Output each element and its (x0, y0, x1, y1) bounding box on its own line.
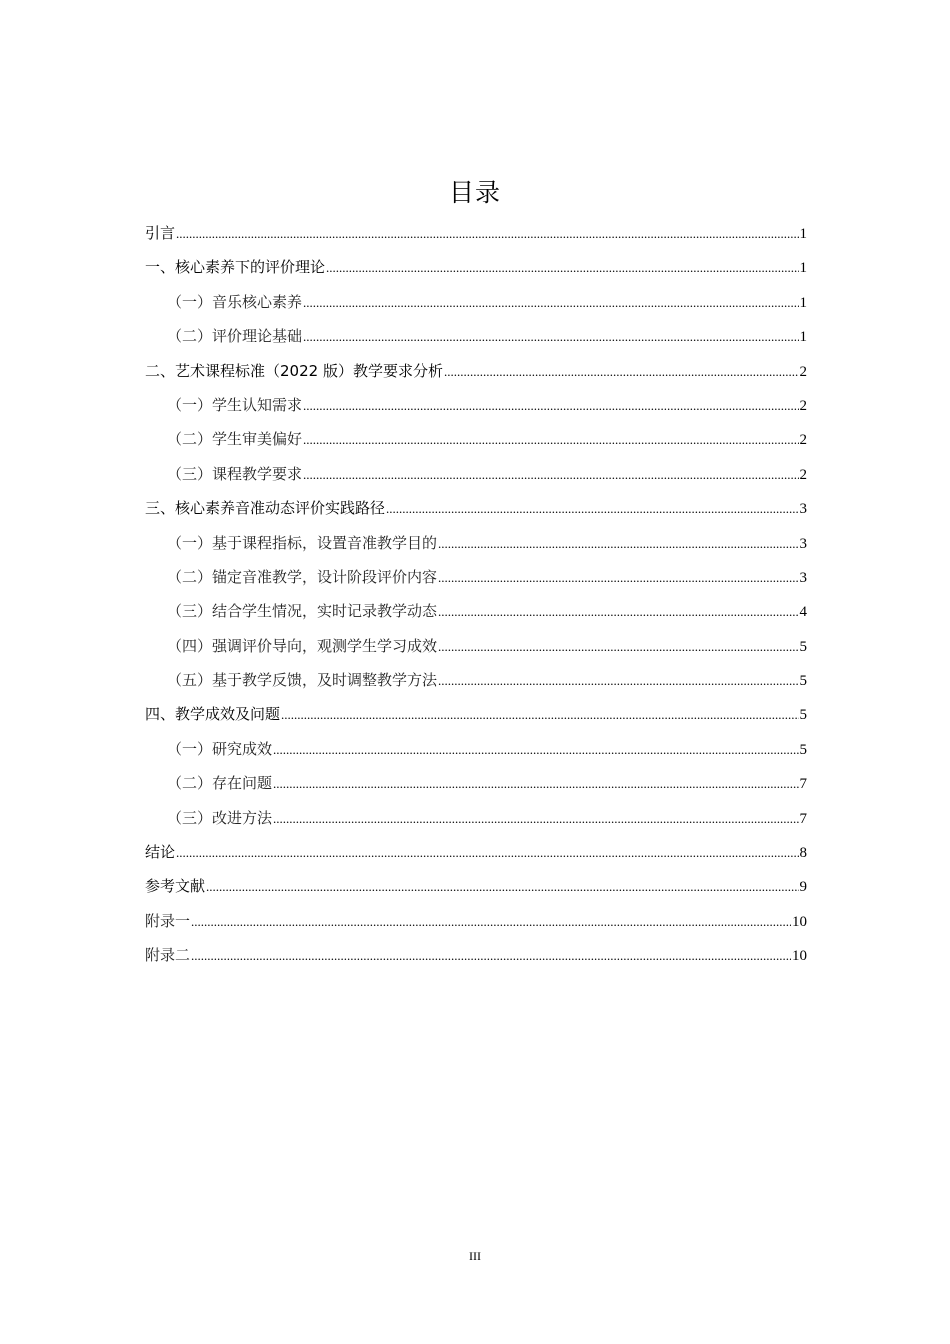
dot-leader (303, 423, 798, 457)
toc-entry[interactable] (145, 732, 807, 766)
toc-entry[interactable] (145, 354, 807, 388)
toc-entry-title: （二）锚定音准教学，设计阶段评价内容 (167, 567, 438, 586)
toc-entry[interactable] (145, 697, 807, 731)
toc-entry-page: 3 (799, 535, 807, 552)
toc-entry-title: （一）基于课程指标，设置音准教学目的 (167, 533, 438, 552)
dot-leader (326, 251, 798, 285)
toc-entry-page: 1 (799, 260, 807, 277)
toc-entry[interactable] (145, 663, 807, 697)
toc-entry-title: 参考文献 (145, 877, 206, 896)
toc-entry[interactable] (145, 560, 807, 594)
toc-entry-page: 2 (799, 466, 807, 483)
toc-entry-page: 5 (799, 707, 807, 724)
toc-entry[interactable] (145, 526, 807, 560)
dot-leader (176, 217, 798, 251)
toc-entry[interactable] (145, 285, 807, 319)
toc-entry-page: 3 (799, 569, 807, 586)
toc-list (145, 216, 807, 973)
toc-entry-title: 三、核心素养音准动态评价实践路径 (145, 499, 386, 518)
toc-entry-title: 一、核心素养下的评价理论 (145, 258, 326, 277)
toc-entry-title: （三）改进方法 (167, 808, 273, 827)
dot-leader (438, 595, 798, 629)
toc-entry-page: 10 (792, 948, 807, 965)
toc-entry-page: 2 (799, 363, 807, 380)
toc-entry[interactable] (145, 216, 807, 250)
toc-entry-title: 四、教学成效及问题 (145, 705, 281, 724)
toc-entry-page: 7 (799, 810, 807, 827)
toc-entry-title: （一）研究成效 (167, 739, 273, 758)
page-number: III (469, 1249, 481, 1263)
dot-leader (281, 698, 798, 732)
toc-entry[interactable] (145, 319, 807, 353)
toc-entry-page: 5 (799, 673, 807, 690)
dot-leader (176, 836, 798, 870)
toc-entry-page: 7 (799, 776, 807, 793)
dot-leader (273, 733, 798, 767)
dot-leader (444, 355, 799, 389)
toc-entry[interactable] (145, 835, 807, 869)
toc-entry[interactable] (145, 766, 807, 800)
toc-entry-title: （五）基于教学反馈，及时调整教学方法 (167, 671, 438, 690)
toc-entry-title: 二、艺术课程标准（2022 版）教学要求分析 (145, 361, 443, 380)
toc-entry-title: 结论 (145, 843, 176, 862)
toc-entry-title: 附录一 (145, 911, 191, 930)
toc-entry-page: 1 (799, 329, 807, 346)
dot-leader (303, 286, 798, 320)
toc-entry-page: 1 (799, 294, 807, 311)
toc-entry[interactable] (145, 388, 807, 422)
toc-entry-title: 附录二 (145, 946, 191, 965)
dot-leader (438, 527, 798, 561)
toc-entry[interactable] (145, 422, 807, 456)
toc-entry[interactable] (145, 629, 807, 663)
toc-entry-page: 4 (799, 604, 807, 621)
toc-entry-page: 1 (799, 226, 807, 242)
toc-entry-title: （一）学生认知需求 (167, 395, 303, 414)
dot-leader (273, 802, 798, 836)
toc-entry[interactable] (145, 457, 807, 491)
dot-leader (303, 458, 798, 492)
toc-entry[interactable] (145, 491, 807, 525)
dot-leader (191, 939, 791, 973)
dot-leader (303, 320, 798, 354)
toc-entry-page: 2 (799, 397, 807, 414)
toc-title: 目录 (448, 178, 501, 207)
toc-entry[interactable] (145, 250, 807, 284)
toc-entry-page: 8 (799, 845, 807, 862)
toc-entry-title: （三）结合学生情况，实时记录教学动态 (167, 602, 438, 621)
toc-entry-page: 3 (799, 501, 807, 518)
dot-leader (191, 905, 791, 939)
toc-entry-page: 10 (792, 913, 807, 930)
toc-entry-title: （四）强调评价导向，观测学生学习成效 (167, 636, 438, 655)
toc-entry[interactable] (145, 869, 807, 903)
toc-entry-title: （二）评价理论基础 (167, 327, 303, 346)
toc-entry-title: （一）音乐核心素养 (167, 292, 303, 311)
dot-leader (303, 389, 798, 423)
dot-leader (438, 561, 798, 595)
toc-entry-title: （二）存在问题 (167, 774, 273, 793)
dot-leader (273, 767, 798, 801)
dot-leader (386, 492, 798, 526)
toc-entry[interactable] (145, 594, 807, 628)
toc-entry[interactable] (145, 904, 807, 938)
dot-leader (438, 630, 798, 664)
toc-entry-title: （三）课程教学要求 (167, 464, 303, 483)
toc-entry-title: （二）学生审美偏好 (167, 430, 303, 449)
toc-entry-page: 5 (799, 741, 807, 758)
dot-leader (438, 664, 798, 698)
toc-entry[interactable] (145, 801, 807, 835)
toc-entry-title: 引言 (145, 224, 176, 242)
toc-entry-page: 5 (799, 638, 807, 655)
dot-leader (206, 870, 798, 904)
toc-entry-page: 9 (799, 879, 807, 896)
toc-entry-page: 2 (799, 432, 807, 449)
toc-entry[interactable] (145, 938, 807, 972)
